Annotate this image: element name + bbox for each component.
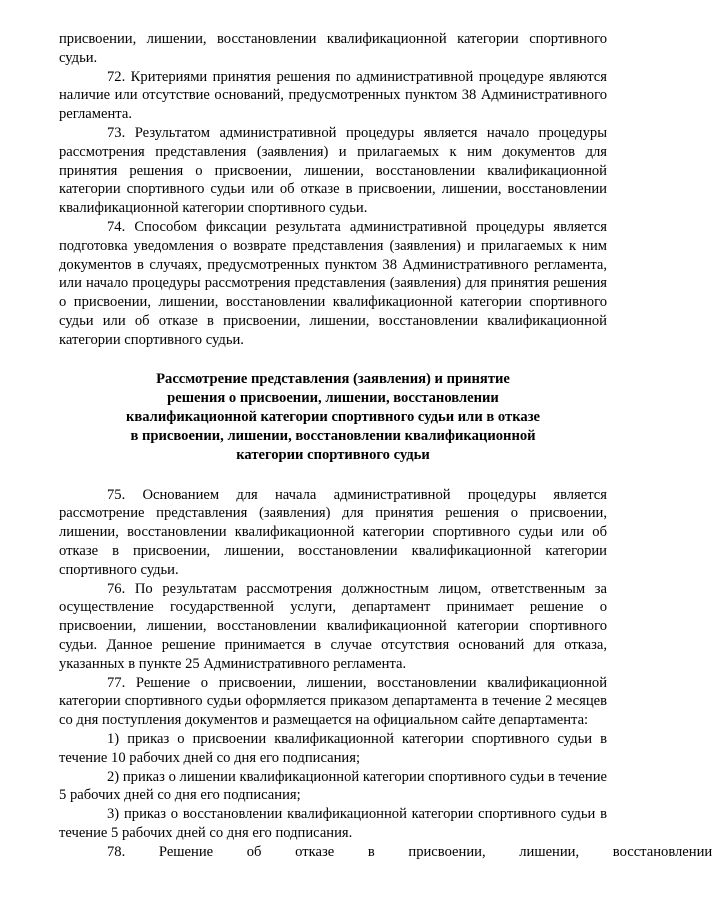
section-heading-line: квалификационной категории спортивного судьи или в отказе xyxy=(125,408,541,425)
section-heading xyxy=(59,370,607,466)
paragraph-74: 74. Способом фиксации результата административной процедуры является подготовка уведомления о возврате представления (заявления) и прилагаемых к ним документов в случаях, предусмотренных пунктом 38 Административного регламента, или начало процедуры рассмотрения представления (заявления) для принятия решения о присвоении, лишении, восстановлении квалификационной категории спортивного судьи или об отказе в присвоении, лишении, восстановлении квалификационной категории спортивного судьи. xyxy=(59,218,607,348)
paragraph-71-tail: присвоении, лишении, восстановлении квалификационной категории спортивного судьи. xyxy=(59,31,607,66)
list-item-77-1: 1) приказ о присвоении квалификационной категории спортивного судьи в течение 10 рабочих дней со дня его подписания; xyxy=(59,730,607,766)
list-item-77-2: 2) приказ о лишении квалификационной категории спортивного судьи в течение 5 рабочих дней со дня его подписания; xyxy=(59,768,607,804)
paragraph-75: 75. Основанием для начала административной процедуры является рассмотрение представления (заявления) для принятия решения о присвоении, лишении, восстановлении квалификационной категории спортивного судьи или об отказе в присвоении, лишении, восстановлении квалификационной категории спортивного судьи. xyxy=(59,486,607,578)
paragraph-77: 77. Решение о присвоении, лишении, восстановлении квалификационной категории спортивного судьи оформляется приказом департамента в течение 2 месяцев со дня поступления документов и размещается на официальном сайте департамента: xyxy=(59,674,607,729)
paragraph-72: 72. Критериями принятия решения по административной процедуре являются наличие или отсутствие оснований, предусмотренных пунктом 38 Административного регламента. xyxy=(59,68,607,123)
paragraph-78-start: 78. Решение об отказе в присвоении, лишении, восстановлении xyxy=(107,843,712,860)
section-heading-line: в присвоении, лишении, восстановлении квалификационной xyxy=(130,428,536,445)
section-heading-line: Рассмотрение представления (заявления) и принятие xyxy=(156,370,510,387)
section-heading-line: решения о присвоении, лишении, восстановлении xyxy=(167,389,499,406)
paragraphs-before xyxy=(59,30,607,350)
paragraphs-after xyxy=(59,486,712,862)
paragraph-76: 76. По результатам рассмотрения должностным лицом, ответственным за осуществление государственной услуги, департамент принимает решение о присвоении, лишении, восстановлении квалификационной категории спортивного судьи. Данное решение принимается в случае отсутствия оснований для отказа, указанных в пункте 25 Административного регламента. xyxy=(59,580,607,672)
paragraph-73: 73. Результатом административной процедуры является начало процедуры рассмотрения представления (заявления) и прилагаемых к ним документов для принятия решения о присвоении, лишении, восстановлении квалификационной категории спортивного судьи или об отказе в присвоении, лишении, восстановлении квалификационной категории спортивного судьи. xyxy=(59,124,607,217)
list-item-77-3: 3) приказ о восстановлении квалификационной категории спортивного судьи в течение 5 рабочих дней со дня его подписания. xyxy=(59,806,607,841)
section-heading-line: категории спортивного судьи xyxy=(236,447,430,464)
